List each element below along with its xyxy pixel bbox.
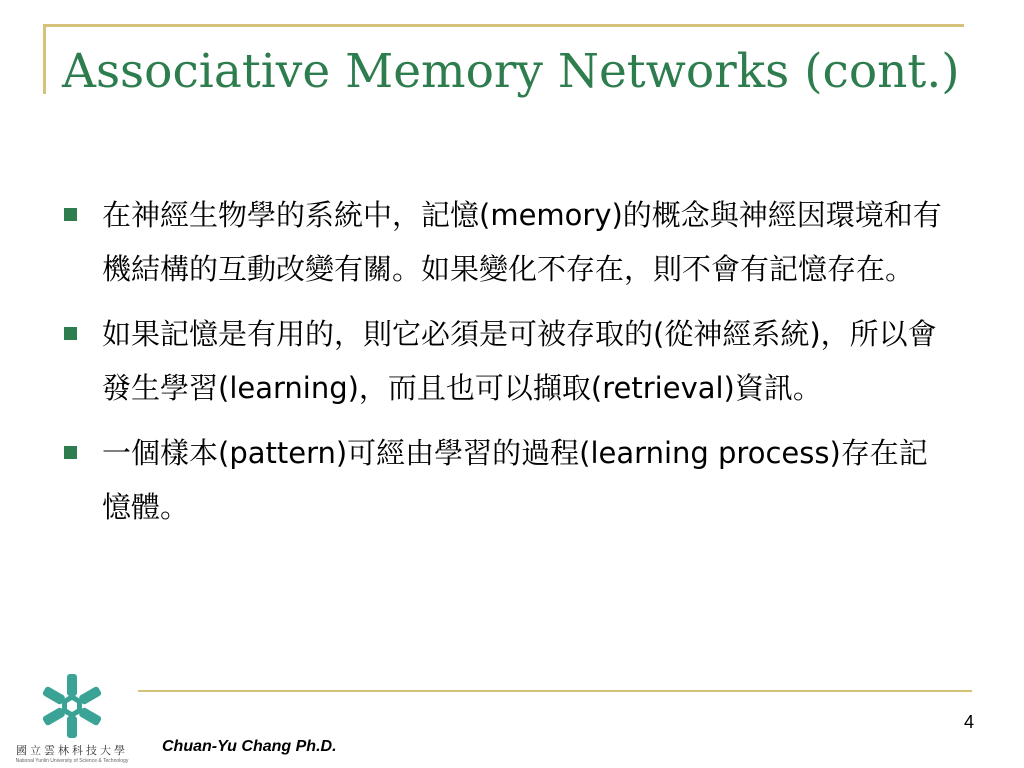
logo-subtext: National Yunlin University of Science & Technology (15, 758, 129, 764)
slide-title: Associative Memory Networks (cont.) (62, 44, 960, 99)
snowflake-logo-icon (36, 672, 108, 740)
square-bullet-icon (64, 446, 77, 459)
logo-text: 國立雲林科技大學 (16, 744, 128, 757)
title-frame-top-rule (43, 24, 964, 27)
footer-rule (138, 690, 972, 692)
bullet-item (62, 188, 952, 296)
bullet-item (62, 426, 952, 534)
page-number: 4 (963, 712, 974, 732)
bullet-text: 如果記憶是有用的，則它必須是可被存取的(從神經系統)，所以會發生學習(learning)，而且也可以擷取(retrieval)資訊。 (102, 317, 937, 405)
bullet-list (62, 188, 952, 545)
bullet-item (62, 307, 952, 415)
university-logo (8, 672, 136, 768)
author-name: Chuan-Yu Chang Ph.D. (162, 738, 337, 755)
square-bullet-icon (64, 208, 77, 221)
square-bullet-icon (64, 327, 77, 340)
bullet-text: 一個樣本(pattern)可經由學習的過程(learning process)存在記憶體。 (102, 436, 928, 524)
bullet-text: 在神經生物學的系統中，記憶(memory)的概念與神經因環境和有機結構的互動改變有關。如果變化不存在，則不會有記憶存在。 (102, 198, 942, 286)
title-frame-left-rule (43, 24, 46, 94)
